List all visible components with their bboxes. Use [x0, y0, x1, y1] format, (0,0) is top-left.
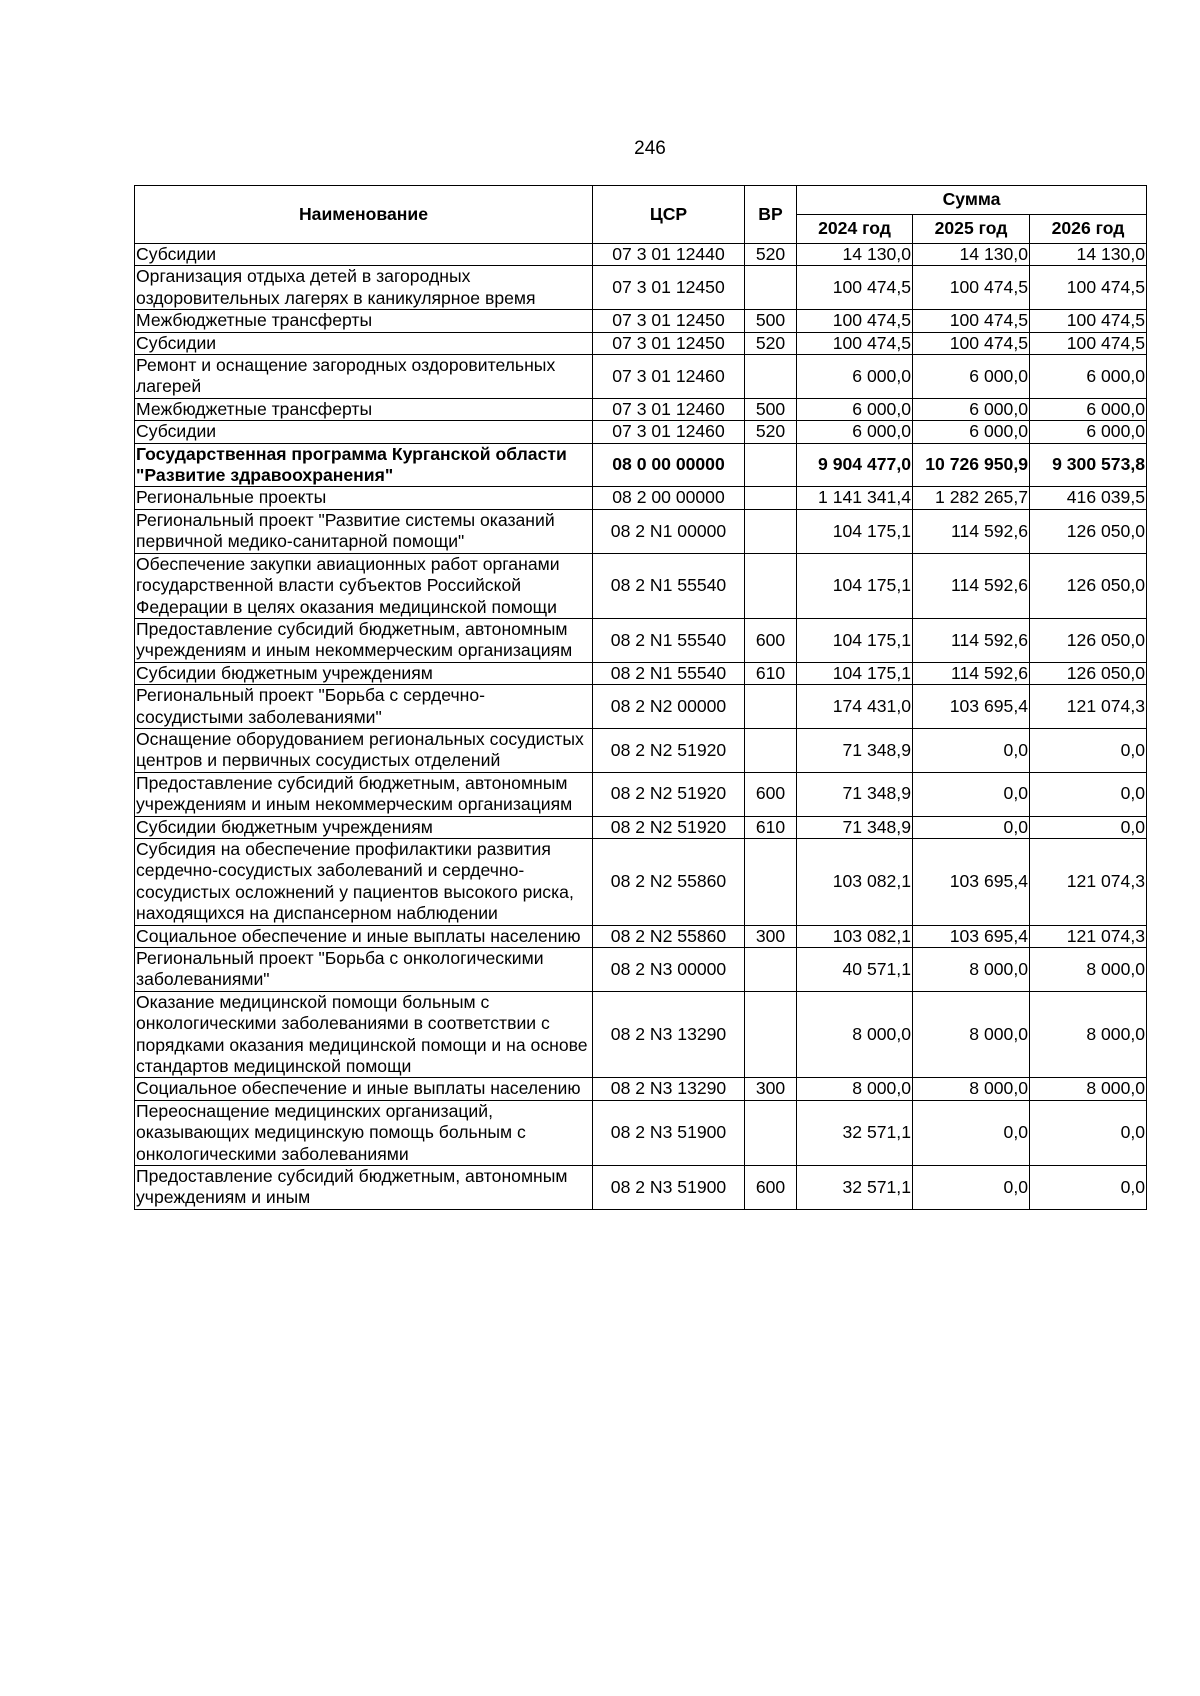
header-name: Наименование — [135, 186, 593, 244]
cell-amount-2025: 6 000,0 — [913, 398, 1030, 420]
table-body — [135, 244, 1147, 1210]
cell-amount-2025: 0,0 — [913, 728, 1030, 772]
cell-name: Государственная программа Курганской области "Развитие здравоохранения" — [135, 443, 593, 487]
table-row — [135, 421, 1147, 443]
cell-name: Субсидии — [135, 332, 593, 354]
cell-vr: 520 — [745, 332, 797, 354]
cell-amount-2025: 100 474,5 — [913, 310, 1030, 332]
cell-name: Оказание медицинской помощи больным с онкологическими заболеваниями в соответствии с порядками оказания медицинской помощи и на основе стандартов медицинской помощи — [135, 991, 593, 1078]
header-sum: Сумма — [797, 186, 1147, 215]
table-row — [135, 816, 1147, 838]
cell-amount-2025: 114 592,6 — [913, 509, 1030, 553]
cell-vr — [745, 948, 797, 992]
cell-amount-2026: 8 000,0 — [1030, 1078, 1147, 1100]
cell-amount-2024: 40 571,1 — [797, 948, 913, 992]
cell-name: Субсидии — [135, 421, 593, 443]
cell-name: Предоставление субсидий бюджетным, автономным учреждениям и иным некоммерческим организациям — [135, 618, 593, 662]
cell-name: Региональный проект "Развитие системы оказаний первичной медико-санитарной помощи" — [135, 509, 593, 553]
cell-amount-2026: 121 074,3 — [1030, 838, 1147, 925]
page-number: 246 — [634, 138, 666, 159]
cell-amount-2024: 174 431,0 — [797, 685, 913, 729]
cell-csr: 08 2 N2 00000 — [593, 685, 745, 729]
cell-name: Региональный проект "Борьба с онкологическими заболеваниями" — [135, 948, 593, 992]
cell-amount-2024: 14 130,0 — [797, 244, 913, 266]
cell-csr: 08 2 N3 51900 — [593, 1166, 745, 1210]
cell-csr: 08 2 N1 55540 — [593, 553, 745, 618]
cell-amount-2024: 100 474,5 — [797, 266, 913, 310]
cell-amount-2025: 103 695,4 — [913, 838, 1030, 925]
header-year-2025: 2025 год — [913, 215, 1030, 244]
cell-amount-2025: 6 000,0 — [913, 421, 1030, 443]
cell-name: Организация отдыха детей в загородных оздоровительных лагерях в каникулярное время — [135, 266, 593, 310]
cell-amount-2026: 121 074,3 — [1030, 925, 1147, 947]
cell-amount-2024: 9 904 477,0 — [797, 443, 913, 487]
table-row — [135, 332, 1147, 354]
cell-amount-2024: 104 175,1 — [797, 618, 913, 662]
cell-csr: 08 2 N1 55540 — [593, 662, 745, 684]
cell-name: Переоснащение медицинских организаций, оказывающих медицинскую помощь больным с онкологическими заболеваниями — [135, 1100, 593, 1165]
cell-amount-2025: 0,0 — [913, 816, 1030, 838]
cell-amount-2025: 8 000,0 — [913, 1078, 1030, 1100]
cell-name: Социальное обеспечение и иные выплаты населению — [135, 925, 593, 947]
cell-csr: 08 2 N2 55860 — [593, 925, 745, 947]
table-row — [135, 443, 1147, 487]
cell-amount-2025: 103 695,4 — [913, 685, 1030, 729]
cell-csr: 07 3 01 12460 — [593, 421, 745, 443]
cell-amount-2025: 0,0 — [913, 772, 1030, 816]
cell-vr — [745, 487, 797, 509]
cell-vr — [745, 685, 797, 729]
table-row — [135, 772, 1147, 816]
cell-amount-2026: 14 130,0 — [1030, 244, 1147, 266]
table-header — [135, 186, 1147, 244]
table-row — [135, 1166, 1147, 1210]
cell-name: Предоставление субсидий бюджетным, автономным учреждениям и иным — [135, 1166, 593, 1210]
cell-amount-2025: 14 130,0 — [913, 244, 1030, 266]
cell-name: Субсидия на обеспечение профилактики развития сердечно-сосудистых заболеваний и сердечно-сосудистых осложнений у пациентов высокого риска, находящихся на диспансерном наблюдении — [135, 838, 593, 925]
cell-amount-2025: 1 282 265,7 — [913, 487, 1030, 509]
cell-amount-2024: 71 348,9 — [797, 816, 913, 838]
cell-name: Субсидии бюджетным учреждениям — [135, 816, 593, 838]
cell-amount-2024: 71 348,9 — [797, 772, 913, 816]
cell-amount-2026: 100 474,5 — [1030, 310, 1147, 332]
cell-vr: 300 — [745, 925, 797, 947]
cell-name: Оснащение оборудованием региональных сосудистых центров и первичных сосудистых отделений — [135, 728, 593, 772]
cell-amount-2025: 8 000,0 — [913, 991, 1030, 1078]
cell-csr: 08 0 00 00000 — [593, 443, 745, 487]
cell-amount-2024: 104 175,1 — [797, 553, 913, 618]
cell-csr: 08 2 N1 00000 — [593, 509, 745, 553]
cell-csr: 08 2 N2 55860 — [593, 838, 745, 925]
table-row — [135, 948, 1147, 992]
cell-amount-2024: 103 082,1 — [797, 838, 913, 925]
header-csr: ЦСР — [593, 186, 745, 244]
cell-vr — [745, 355, 797, 399]
cell-csr: 08 2 N3 00000 — [593, 948, 745, 992]
cell-amount-2024: 103 082,1 — [797, 925, 913, 947]
cell-amount-2026: 0,0 — [1030, 1100, 1147, 1165]
budget-table — [134, 185, 1147, 1210]
cell-name: Обеспечение закупки авиационных работ органами государственной власти субъектов Российской Федерации в целях оказания медицинской помощи — [135, 553, 593, 618]
cell-amount-2025: 114 592,6 — [913, 553, 1030, 618]
table-row — [135, 618, 1147, 662]
cell-vr — [745, 266, 797, 310]
cell-csr: 07 3 01 12460 — [593, 398, 745, 420]
table-row — [135, 728, 1147, 772]
cell-vr — [745, 838, 797, 925]
cell-amount-2024: 8 000,0 — [797, 1078, 913, 1100]
cell-amount-2024: 100 474,5 — [797, 332, 913, 354]
cell-amount-2024: 104 175,1 — [797, 509, 913, 553]
cell-vr — [745, 509, 797, 553]
table-row — [135, 838, 1147, 925]
cell-amount-2025: 100 474,5 — [913, 332, 1030, 354]
cell-amount-2026: 0,0 — [1030, 816, 1147, 838]
cell-vr — [745, 443, 797, 487]
cell-csr: 08 2 N3 13290 — [593, 1078, 745, 1100]
cell-amount-2025: 6 000,0 — [913, 355, 1030, 399]
table-row — [135, 355, 1147, 399]
cell-vr: 610 — [745, 662, 797, 684]
cell-amount-2026: 100 474,5 — [1030, 332, 1147, 354]
cell-amount-2024: 6 000,0 — [797, 355, 913, 399]
cell-vr: 500 — [745, 398, 797, 420]
cell-amount-2024: 104 175,1 — [797, 662, 913, 684]
cell-csr: 08 2 N2 51920 — [593, 772, 745, 816]
cell-vr: 600 — [745, 772, 797, 816]
cell-name: Предоставление субсидий бюджетным, автономным учреждениям и иным некоммерческим организациям — [135, 772, 593, 816]
cell-amount-2026: 6 000,0 — [1030, 421, 1147, 443]
cell-vr: 520 — [745, 244, 797, 266]
cell-amount-2025: 100 474,5 — [913, 266, 1030, 310]
cell-vr — [745, 991, 797, 1078]
cell-amount-2026: 9 300 573,8 — [1030, 443, 1147, 487]
cell-amount-2026: 6 000,0 — [1030, 355, 1147, 399]
header-year-2024: 2024 год — [797, 215, 913, 244]
cell-amount-2026: 416 039,5 — [1030, 487, 1147, 509]
cell-csr: 08 2 N3 51900 — [593, 1100, 745, 1165]
header-year-2026: 2026 год — [1030, 215, 1147, 244]
cell-name: Субсидии — [135, 244, 593, 266]
cell-vr — [745, 553, 797, 618]
cell-amount-2024: 6 000,0 — [797, 421, 913, 443]
header-vr: ВР — [745, 186, 797, 244]
cell-csr: 07 3 01 12440 — [593, 244, 745, 266]
cell-amount-2024: 6 000,0 — [797, 398, 913, 420]
cell-name: Субсидии бюджетным учреждениям — [135, 662, 593, 684]
table-row — [135, 991, 1147, 1078]
cell-amount-2024: 1 141 341,4 — [797, 487, 913, 509]
cell-amount-2024: 8 000,0 — [797, 991, 913, 1078]
table-row — [135, 685, 1147, 729]
table-row — [135, 310, 1147, 332]
cell-amount-2026: 126 050,0 — [1030, 553, 1147, 618]
cell-amount-2024: 32 571,1 — [797, 1166, 913, 1210]
table-row — [135, 487, 1147, 509]
table-row — [135, 553, 1147, 618]
cell-csr: 07 3 01 12450 — [593, 310, 745, 332]
cell-vr: 300 — [745, 1078, 797, 1100]
cell-amount-2025: 114 592,6 — [913, 662, 1030, 684]
cell-amount-2025: 0,0 — [913, 1166, 1030, 1210]
cell-amount-2026: 6 000,0 — [1030, 398, 1147, 420]
cell-vr — [745, 728, 797, 772]
cell-amount-2025: 10 726 950,9 — [913, 443, 1030, 487]
cell-vr: 600 — [745, 1166, 797, 1210]
table-row — [135, 244, 1147, 266]
cell-csr: 07 3 01 12450 — [593, 266, 745, 310]
cell-amount-2026: 126 050,0 — [1030, 662, 1147, 684]
table-row — [135, 925, 1147, 947]
cell-csr: 08 2 00 00000 — [593, 487, 745, 509]
cell-amount-2025: 103 695,4 — [913, 925, 1030, 947]
cell-amount-2026: 126 050,0 — [1030, 618, 1147, 662]
cell-csr: 08 2 N2 51920 — [593, 728, 745, 772]
cell-name: Ремонт и оснащение загородных оздоровительных лагерей — [135, 355, 593, 399]
cell-csr: 07 3 01 12460 — [593, 355, 745, 399]
cell-amount-2024: 32 571,1 — [797, 1100, 913, 1165]
cell-csr: 07 3 01 12450 — [593, 332, 745, 354]
cell-name: Межбюджетные трансферты — [135, 398, 593, 420]
cell-amount-2024: 100 474,5 — [797, 310, 913, 332]
cell-csr: 08 2 N3 13290 — [593, 991, 745, 1078]
table-row — [135, 662, 1147, 684]
cell-vr: 520 — [745, 421, 797, 443]
cell-vr: 600 — [745, 618, 797, 662]
cell-amount-2025: 114 592,6 — [913, 618, 1030, 662]
cell-csr: 08 2 N1 55540 — [593, 618, 745, 662]
cell-amount-2024: 71 348,9 — [797, 728, 913, 772]
cell-amount-2026: 8 000,0 — [1030, 948, 1147, 992]
cell-amount-2026: 8 000,0 — [1030, 991, 1147, 1078]
cell-amount-2026: 0,0 — [1030, 772, 1147, 816]
cell-vr — [745, 1100, 797, 1165]
cell-amount-2026: 126 050,0 — [1030, 509, 1147, 553]
cell-amount-2026: 121 074,3 — [1030, 685, 1147, 729]
cell-name: Региональные проекты — [135, 487, 593, 509]
cell-name: Межбюджетные трансферты — [135, 310, 593, 332]
cell-amount-2025: 0,0 — [913, 1100, 1030, 1165]
cell-name: Социальное обеспечение и иные выплаты населению — [135, 1078, 593, 1100]
cell-name: Региональный проект "Борьба с сердечно-сосудистыми заболеваниями" — [135, 685, 593, 729]
table-row — [135, 1078, 1147, 1100]
cell-amount-2026: 0,0 — [1030, 1166, 1147, 1210]
cell-vr: 500 — [745, 310, 797, 332]
cell-amount-2026: 100 474,5 — [1030, 266, 1147, 310]
table-row — [135, 1100, 1147, 1165]
table-row — [135, 509, 1147, 553]
cell-amount-2026: 0,0 — [1030, 728, 1147, 772]
cell-csr: 08 2 N2 51920 — [593, 816, 745, 838]
cell-amount-2025: 8 000,0 — [913, 948, 1030, 992]
table-row — [135, 266, 1147, 310]
table-row — [135, 398, 1147, 420]
cell-vr: 610 — [745, 816, 797, 838]
